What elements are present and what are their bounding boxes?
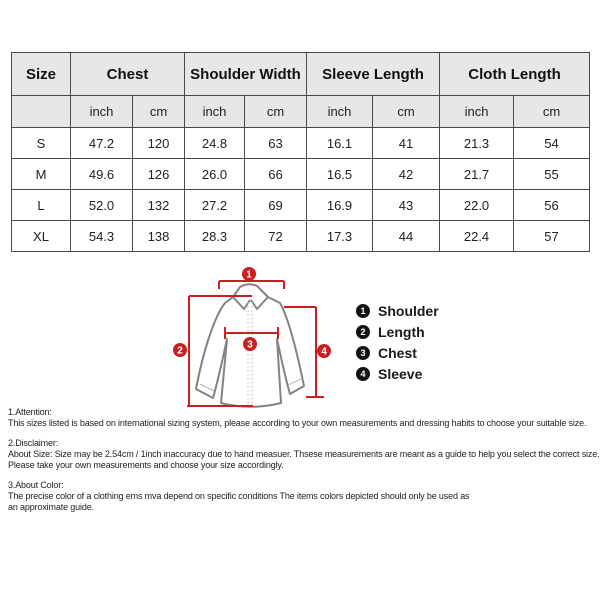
cell: 138 [133, 221, 185, 252]
table-row-m [12, 159, 590, 190]
cell: 57 [514, 221, 590, 252]
cell: 54 [514, 128, 590, 159]
cell: 72 [245, 221, 307, 252]
legend-item-chest [356, 346, 439, 360]
marker-4-icon [317, 344, 331, 358]
unit-chest-inch: inch [71, 96, 133, 128]
cell: 28.3 [185, 221, 245, 252]
unit-sleeve-cm: cm [373, 96, 440, 128]
unit-cloth-inch: inch [440, 96, 514, 128]
note-heading: 1.Attention: [8, 407, 52, 417]
table-row-xl [12, 221, 590, 252]
cell: 42 [373, 159, 440, 190]
note-heading: 3.About Color: [8, 480, 64, 490]
unit-empty-cell [12, 96, 71, 128]
cell: 47.2 [71, 128, 133, 159]
cell: 16.5 [307, 159, 373, 190]
cell: 26.0 [185, 159, 245, 190]
legend-item-sleeve [356, 367, 439, 381]
cell: 44 [373, 221, 440, 252]
cell: 41 [373, 128, 440, 159]
legend-item-length [356, 325, 439, 339]
cell: 21.3 [440, 128, 514, 159]
cell: 55 [514, 159, 590, 190]
cell: 54.3 [71, 221, 133, 252]
cell: S [12, 128, 71, 159]
svg-text:2: 2 [177, 345, 183, 357]
cell: 16.9 [307, 190, 373, 221]
cell: 22.4 [440, 221, 514, 252]
cell: 16.1 [307, 128, 373, 159]
legend-1-icon: 1 [356, 304, 370, 318]
size-table [11, 52, 590, 252]
table-header-row [12, 53, 590, 96]
cell: 126 [133, 159, 185, 190]
unit-cloth-cm: cm [514, 96, 590, 128]
legend-label: Shoulder [378, 303, 439, 319]
cell: 69 [245, 190, 307, 221]
legend-label: Sleeve [378, 366, 423, 382]
cell: 56 [514, 190, 590, 221]
table-row-s [12, 128, 590, 159]
note-heading: 2.Disclaimer: [8, 438, 59, 448]
unit-chest-cm: cm [133, 96, 185, 128]
legend-2-icon: 2 [356, 325, 370, 339]
cell: 49.6 [71, 159, 133, 190]
cell: 63 [245, 128, 307, 159]
header-cloth-length: Cloth Length [440, 53, 590, 96]
cell: M [12, 159, 71, 190]
svg-text:3: 3 [247, 339, 253, 351]
cell: 17.3 [307, 221, 373, 252]
cell: 52.0 [71, 190, 133, 221]
header-shoulder-width: Shoulder Width [185, 53, 307, 96]
cell: 24.8 [185, 128, 245, 159]
cell: 66 [245, 159, 307, 190]
legend-3-icon: 3 [356, 346, 370, 360]
svg-text:4: 4 [321, 346, 327, 358]
note-line: an approximate guide. [8, 502, 94, 512]
header-sleeve-length: Sleeve Length [307, 53, 440, 96]
note-attention [8, 407, 598, 429]
unit-shoulder-cm: cm [245, 96, 307, 128]
cell: L [12, 190, 71, 221]
note-line: About Size: Size may be 2.54cm / 1inch inaccuracy due to hand measuer. Thsese measurements are meant as a guide to help you select the correct size. [8, 449, 600, 459]
unit-shoulder-inch: inch [185, 96, 245, 128]
cell: 132 [133, 190, 185, 221]
legend-4-icon: 4 [356, 367, 370, 381]
cell: 43 [373, 190, 440, 221]
header-size: Size [12, 53, 71, 96]
marker-3-icon [243, 337, 257, 351]
note-line: The precise color of a clothing ems mva depend on specific conditions The items colors depicted should only be used as [8, 491, 470, 501]
svg-text:1: 1 [246, 269, 252, 281]
cell: 120 [133, 128, 185, 159]
unit-sleeve-inch: inch [307, 96, 373, 128]
measurement-legend [356, 304, 439, 388]
cell: 27.2 [185, 190, 245, 221]
marker-2-icon [173, 343, 187, 357]
header-chest: Chest [71, 53, 185, 96]
note-disclaimer [8, 438, 598, 471]
marker-1-icon [242, 267, 256, 281]
cell: 21.7 [440, 159, 514, 190]
table-row-l [12, 190, 590, 221]
note-line: Please take your own measurements and choose your size accordingly. [8, 460, 284, 470]
note-line: This sizes listed is based on international sizing system, please according to your own measurements and dressing habits to choose your suitable size. [8, 418, 587, 428]
cell: XL [12, 221, 71, 252]
notes-section [8, 407, 598, 522]
legend-item-shoulder [356, 304, 439, 318]
cell: 22.0 [440, 190, 514, 221]
shirt-measurement-diagram [0, 256, 600, 411]
legend-label: Length [378, 324, 425, 340]
legend-label: Chest [378, 345, 417, 361]
unit-header-row [12, 96, 590, 128]
note-about-color [8, 480, 598, 513]
